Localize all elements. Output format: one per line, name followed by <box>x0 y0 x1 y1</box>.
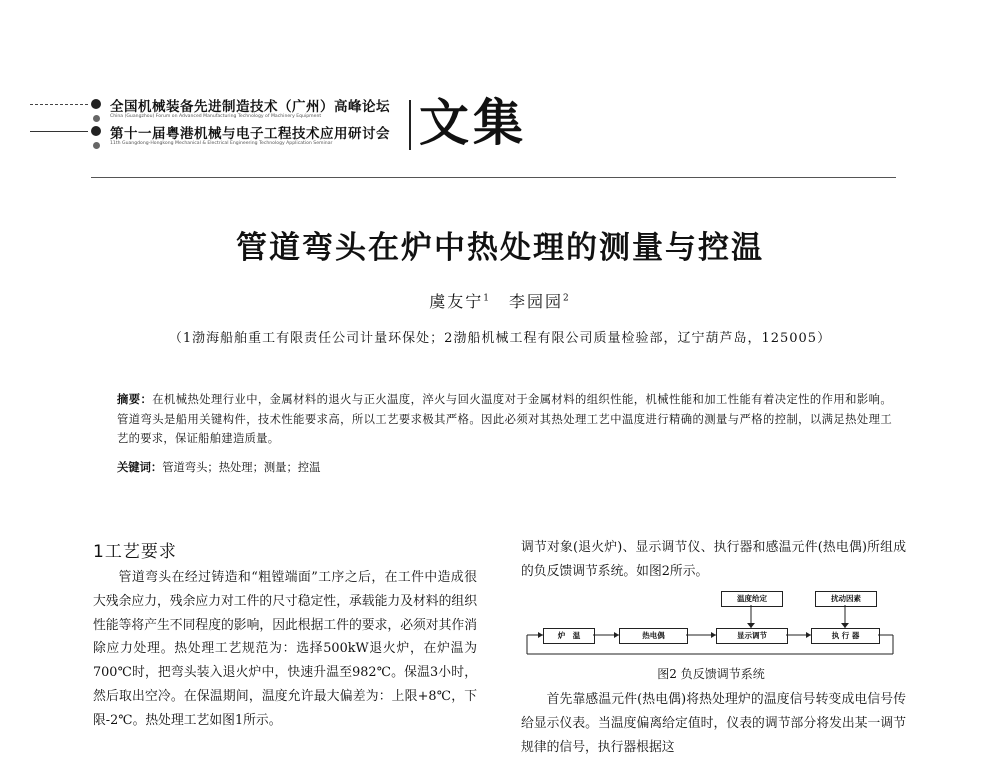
paper-affiliation: （1渤海船舶重工有限责任公司计量环保处；2渤船机械工程有限公司质量检验部，辽宁葫芦岛，125005） <box>168 331 832 346</box>
header-divider <box>409 100 411 150</box>
forum-title: 全国机械装备先进制造技术（广州）高峰论坛 <box>110 99 390 115</box>
box-thermocouple: 热电偶 <box>619 628 688 644</box>
box-disturbance: 扰动因素 <box>815 591 877 607</box>
keywords <box>117 458 892 478</box>
brand-wenji: 文集 <box>419 93 527 152</box>
paper-authors <box>0 289 1000 312</box>
feedback-diagram <box>521 588 901 660</box>
author-2: 李园园 <box>509 292 564 311</box>
forum-sub-bullet-icon <box>93 115 100 122</box>
right-bottom-text: 首先靠感温元件(热电偶)将热处理炉的温度信号转变成电信号传给显示仪表。当温度偏离给定值时，仪表的调节部分将发出某一调节规律的信号，执行器根据这 <box>521 692 906 755</box>
header-rule <box>91 177 896 178</box>
header-solid-line <box>30 131 88 132</box>
right-column-bottom <box>521 688 906 760</box>
section-1-paragraph: 管道弯头在经过铸造和“粗镗端面”工序之后，在工件中造成很大残余应力，残余应力对工件的尺寸稳定性，承载能力及材料的组织性能等将产生不同程度的影响，因此根据工件的要求，必须对其作消除应力处理。热处理工艺规范为：选择500kW退火炉，在炉温为700℃时，把弯头装入退火炉中，快速升温至982℃。保温3小时，然后取出空冷。在保温期间，温度允许最大偏差为：上限+8℃，下限-2℃。热处理工艺如图1所示。 <box>93 570 477 728</box>
abstract <box>117 390 892 449</box>
forum-bullet-icon <box>91 99 101 109</box>
keywords-label: 关键词： <box>117 461 163 474</box>
author-2-mark: 2 <box>563 293 571 304</box>
box-actuator: 执 行 器 <box>811 628 880 644</box>
author-1-mark: 1 <box>483 293 491 304</box>
paper-title: 管道弯头在炉中热处理的测量与控温 <box>236 230 764 266</box>
right-top-text: 调节对象(退火炉)、显示调节仪、执行器和感温元件(热电偶)所组成的负反馈调节系统。如图2所示。 <box>521 540 906 579</box>
abstract-text: 在机械热处理行业中，金属材料的退火与正火温度，淬火与回火温度对于金属材料的组织性能，机械性能和加工性能有着决定性的作用和影响。管道弯头是船用关键构件，技术性能要求高，所以工艺要求极其严格。因此必须对其热处理工艺中温度进行精确的测量与严格的控制，以满足热处理工艺的要求，保证船舶建造质量。 <box>117 393 892 445</box>
conference-subtitle: 11th Guangdong-Hongkong Mechanical & Electrical Engineering Technology Application Seminar <box>110 141 333 146</box>
header-dashed-line <box>30 104 88 105</box>
keywords-text: 管道弯头；热处理；测量；控温 <box>162 461 321 474</box>
conference-bullet-icon <box>91 126 101 136</box>
box-display-regulator: 显示调节 <box>716 628 788 644</box>
figure-2-caption: 图2 负反馈调节系统 <box>657 667 765 681</box>
author-1: 虞友宁 <box>429 292 484 311</box>
conference-title: 第十一届粤港机械与电子工程技术应用研讨会 <box>110 126 390 142</box>
abstract-label: 摘要： <box>117 393 153 406</box>
box-furnace: 炉 温 <box>543 628 595 644</box>
conference-sub-bullet-icon <box>93 142 100 149</box>
right-column-top <box>521 536 906 584</box>
box-setpoint: 温度给定 <box>721 591 783 607</box>
forum-subtitle: China (Guangzhou) Forum on Advanced Manufacturing Technology of Machinery Equipment <box>110 114 322 119</box>
left-column <box>93 566 477 760</box>
section-1-heading: 1工艺要求 <box>93 542 177 562</box>
